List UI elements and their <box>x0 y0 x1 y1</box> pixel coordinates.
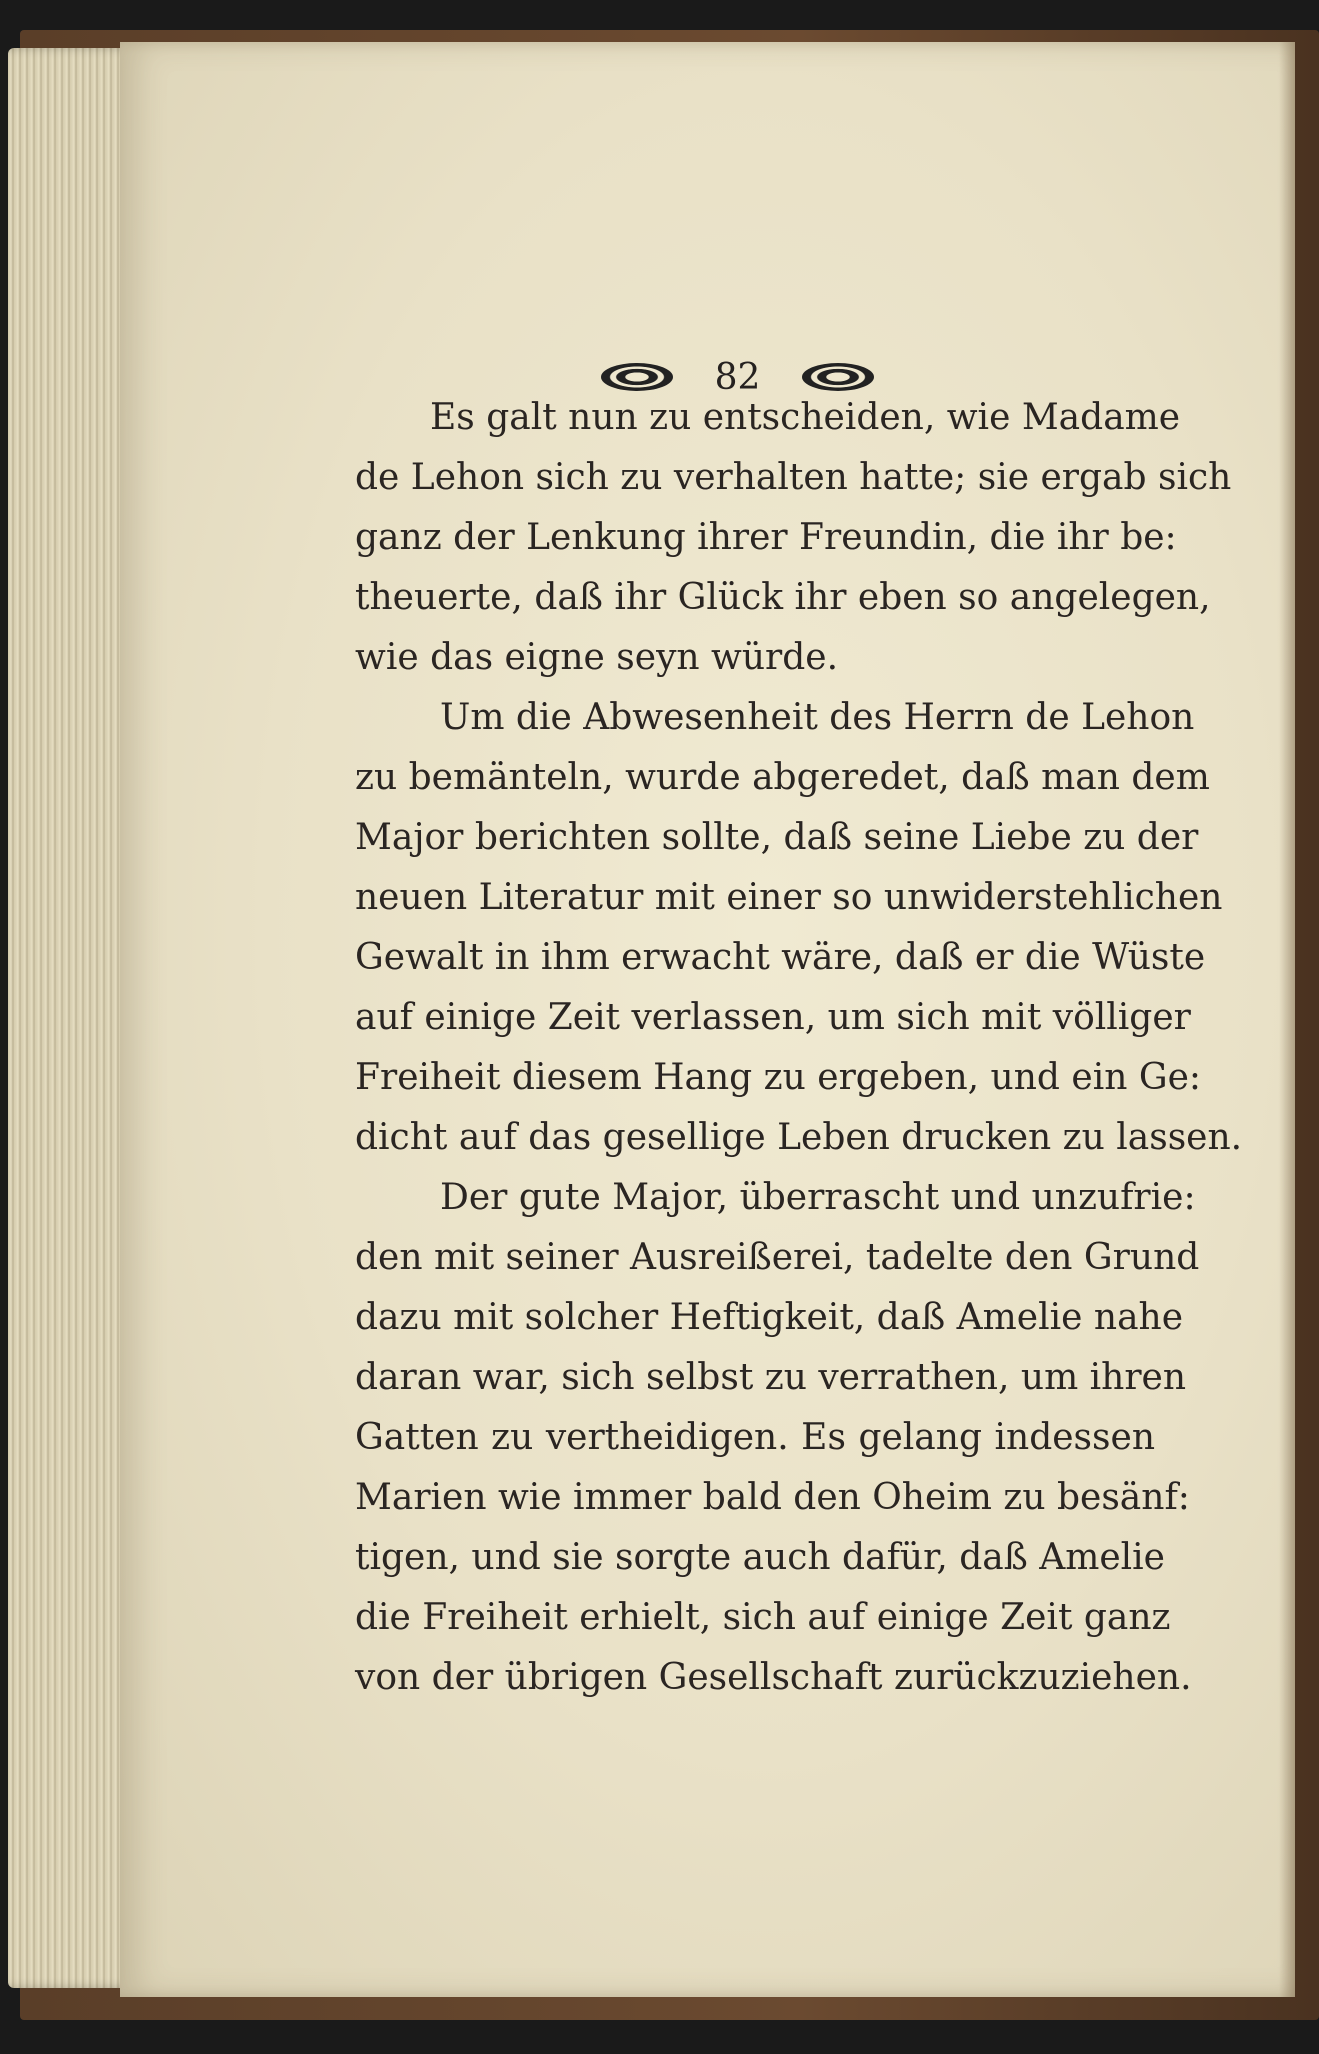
right-ornament-icon <box>802 363 874 391</box>
text-line: Marien wie immer bald den Oheim zu besänf: <box>355 1477 1190 1518</box>
text-line: Freiheit diesem Hang zu ergeben, und ein Ge: <box>355 1057 1202 1098</box>
page-edge-shadow <box>1279 42 1295 1997</box>
text-line: Gewalt in ihm erwacht wäre, daß er die Wüste <box>355 937 1206 978</box>
text-line: daran war, sich selbst zu verrathen, um ihren <box>355 1357 1187 1398</box>
text-line: zu bemänteln, wurde abgeredet, daß man dem <box>355 757 1210 798</box>
page-number: 82 <box>714 356 761 398</box>
text-line: theuerte, daß ihr Glück ihr eben so angelegen, <box>355 577 1211 618</box>
text-line: neuen Literatur mit einer so unwiderstehlichen <box>355 877 1223 918</box>
text-line: dicht auf das gesellige Leben drucken zu lassen. <box>355 1117 1243 1158</box>
body-text <box>355 388 1243 1708</box>
left-ornament-icon <box>601 363 673 391</box>
text-line: ganz der Lenkung ihrer Freundin, die ihr be: <box>355 517 1177 558</box>
text-line: Es galt nun zu entscheiden, wie Madame <box>430 397 1181 438</box>
text-line: de Lehon sich zu verhalten hatte; sie ergab sich <box>355 457 1232 498</box>
text-line: den mit seiner Ausreißerei, tadelte den Grund <box>355 1237 1200 1278</box>
text-line: wie das eigne seyn würde. <box>355 637 839 678</box>
text-line: auf einige Zeit verlassen, um sich mit völliger <box>355 997 1191 1038</box>
text-line: dazu mit solcher Heftigkeit, daß Amelie nahe <box>355 1297 1184 1338</box>
text-line: Gatten zu vertheidigen. Es gelang indessen <box>355 1417 1155 1458</box>
text-line: Der gute Major, überrascht und unzufrie: <box>440 1177 1196 1218</box>
text-line: tigen, und sie sorgte auch dafür, daß Amelie <box>355 1537 1165 1578</box>
page-stack <box>8 48 138 1988</box>
text-line: die Freiheit erhielt, sich auf einige Zeit ganz <box>355 1597 1171 1638</box>
text-line: von der übrigen Gesellschaft zurückzuziehen. <box>355 1657 1192 1698</box>
text-line: Um die Abwesenheit des Herrn de Lehon <box>440 697 1195 738</box>
text-line: Major berichten sollte, daß seine Liebe zu der <box>355 817 1199 858</box>
